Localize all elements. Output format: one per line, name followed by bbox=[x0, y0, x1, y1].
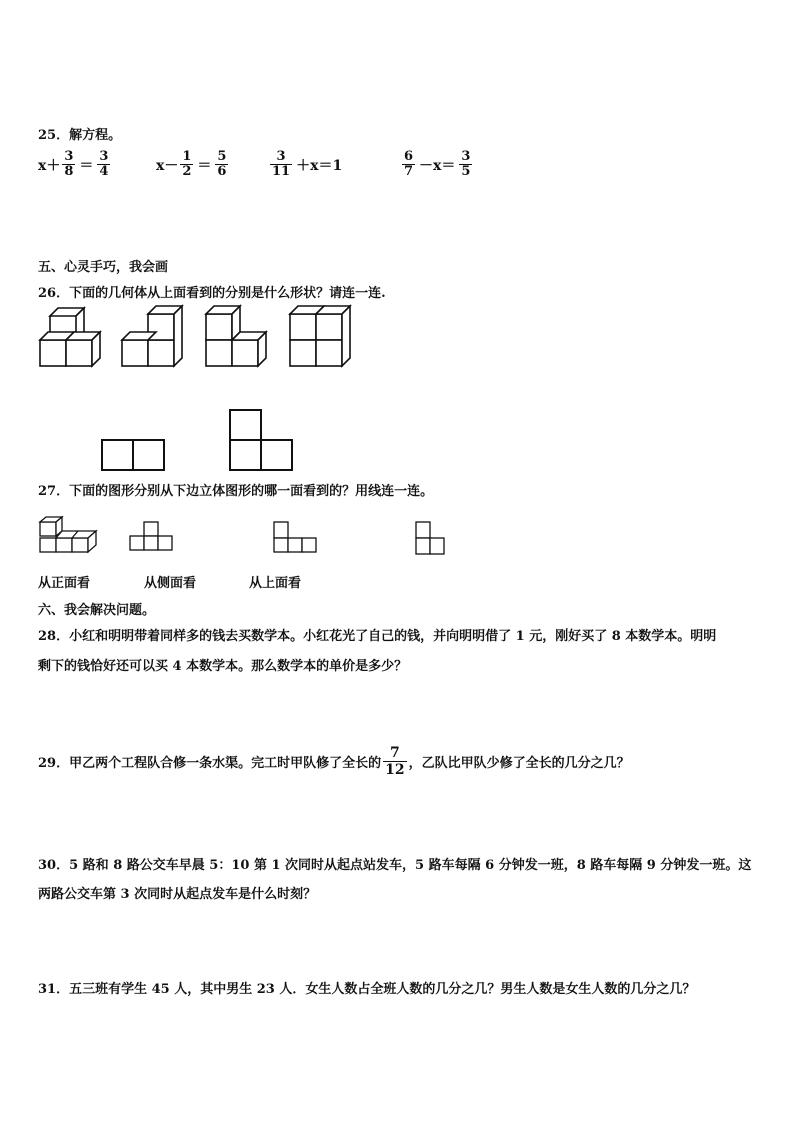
q30-line2: 两路公交车第 3 次同时从起点发车是什么时刻？ bbox=[38, 887, 317, 902]
section-6-title: 六、我会解决问题。 bbox=[38, 603, 156, 618]
section-5-title: 五、心灵手巧，我会画 bbox=[38, 260, 169, 275]
label-top-view: 从上面看 bbox=[249, 576, 302, 591]
eq1-frac1: $\frac{3}{8}$ bbox=[64, 149, 74, 179]
solid-2 bbox=[122, 306, 182, 366]
solid-3 bbox=[206, 306, 266, 366]
eq2-left: x－ bbox=[156, 157, 179, 174]
label-side-view: 从侧面看 bbox=[144, 576, 197, 591]
q27-view-b bbox=[274, 522, 316, 552]
eq3-mid: ＋x＝1 bbox=[296, 157, 343, 174]
eq2-mid: ＝ bbox=[197, 157, 212, 174]
q29-before: 29．甲乙两个工程队合修一条水渠。完工时甲队修了全长的 bbox=[38, 756, 382, 771]
eq4-frac1: $\frac{6}{7}$ bbox=[404, 149, 414, 179]
q27-figures bbox=[38, 508, 458, 560]
q27-view-c bbox=[416, 522, 444, 554]
eq4-mid: －x＝ bbox=[419, 157, 456, 174]
top-view-a bbox=[102, 440, 164, 470]
q29-fraction: $\frac{7}{12}$ bbox=[385, 745, 405, 778]
equation-1 bbox=[38, 150, 112, 179]
eq2-frac2: $\frac{5}{6}$ bbox=[217, 149, 227, 179]
equation-4 bbox=[400, 150, 474, 179]
eq4-frac2: $\frac{3}{5}$ bbox=[461, 149, 471, 179]
label-front-view: 从正面看 bbox=[38, 576, 91, 591]
q26-top-views bbox=[100, 406, 300, 472]
q28-line2: 剩下的钱恰好还可以买 4 本数学本。那么数学本的单价是多少？ bbox=[38, 659, 408, 674]
solid-4 bbox=[290, 306, 350, 366]
q26-solids-figure bbox=[36, 300, 356, 370]
eq1-left: x＋ bbox=[38, 157, 61, 174]
eq1-mid: ＝ bbox=[79, 157, 94, 174]
top-view-b bbox=[230, 410, 292, 470]
eq3-frac1: $\frac{3}{11}$ bbox=[272, 149, 291, 179]
eq1-frac2: $\frac{3}{4}$ bbox=[99, 149, 109, 179]
q28-line1: 28．小红和明明带着同样多的钱去买数学本。小红花光了自己的钱，并向明明借了 1 元，刚好买了 8 本数学本。明明 bbox=[38, 629, 717, 644]
q25-title: 25．解方程。 bbox=[38, 128, 122, 143]
q27-title: 27．下面的图形分别从下边立体图形的哪一面看到的？用线连一连。 bbox=[38, 484, 434, 499]
equation-3 bbox=[268, 150, 344, 179]
q30-line1: 30．5 路和 8 路公交车早晨 5：10 第 1 次同时从起点站发车，5 路车每隔 6 分钟发一班，8 路车每隔 9 分钟发一班。这 bbox=[38, 858, 752, 873]
equation-2 bbox=[156, 150, 230, 179]
q29-after: ，乙队比甲队少修了全长的几分之几？ bbox=[408, 756, 630, 771]
eq2-frac1: $\frac{1}{2}$ bbox=[182, 149, 192, 179]
q26-title: 26．下面的几何体从上面看到的分别是什么形状？请连一连. bbox=[38, 286, 386, 301]
solid-1 bbox=[40, 308, 100, 366]
q31-line1: 31．五三班有学生 45 人，其中男生 23 人．女生人数占全班人数的几分之几？男生人数是女生人数的几分之几？ bbox=[38, 982, 696, 997]
q27-solid bbox=[40, 517, 96, 552]
q29-line bbox=[38, 745, 630, 778]
q27-view-a bbox=[130, 522, 172, 550]
